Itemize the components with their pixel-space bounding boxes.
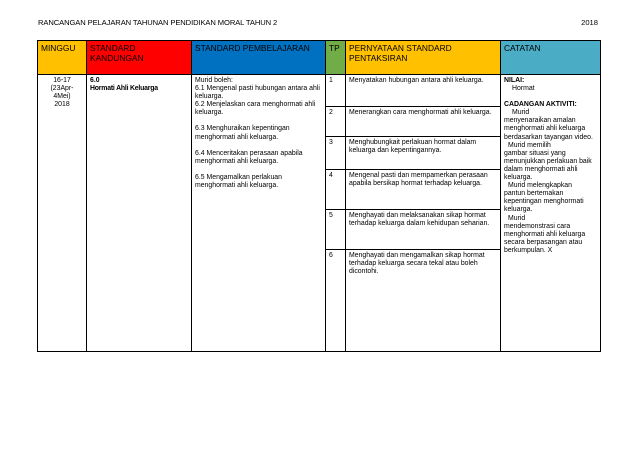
tp-level-4: 4 (326, 170, 346, 210)
nilai-label: NILAI: (504, 77, 525, 84)
tp-level-5: 5 (326, 210, 346, 250)
activity-3-lead: Murid melengkapkan (508, 182, 572, 190)
header-minggu: MINGGU (38, 41, 87, 75)
sp-item-6-3: 6.3 Menghuraikan kepentingan menghormati ahli keluarga. (195, 125, 290, 141)
activity-4-lead: Murid (508, 214, 526, 222)
ps-level-1: Menyatakan hubungan antara ahli keluarga. (346, 75, 501, 107)
tp-level-3: 3 (326, 137, 346, 170)
week-range-start: (23Apr- (50, 85, 74, 93)
activity-1: menyenaraikan amalan menghormati ahli keluarga berdasarkan tayangan video. (504, 117, 593, 141)
ps-level-6: Menghayati dan mengamalkan sikap hormat terhadap keluarga secara tekal atau boleh dicontohi. (346, 250, 501, 352)
catatan-cell (501, 75, 601, 352)
table-row (38, 75, 601, 107)
week-year: 2018 (54, 101, 70, 109)
sp-item-6-1: 6.1 Mengenal pasti hubungan antara ahli keluarga. (195, 85, 320, 101)
standard-kandungan-cell (87, 75, 192, 352)
header-catatan: CATATAN (501, 41, 601, 75)
sp-item-6-2: 6.2 Menjelaskan cara menghormati ahli keluarga. (195, 101, 316, 117)
tp-level-1: 1 (326, 75, 346, 107)
sp-item-6-5: 6.5 Mengamalkan perlakuan menghormati ahli keluarga. (195, 173, 282, 189)
sk-title: Hormati Ahli Keluarga (90, 85, 158, 93)
header-pernyataan-standard: PERNYATAAN STANDARD PENTAKSIRAN (346, 41, 501, 75)
header-standard-pembelajaran: STANDARD PEMBELAJARAN (192, 41, 326, 75)
sp-item-6-4: 6.4 Menceritakan perasaan apabila menghormati ahli keluarga. (195, 149, 303, 165)
ps-level-3: Menghubungkait perlakuan hormat dalam keluarga dan kepentingannya. (346, 137, 501, 170)
lesson-plan-table (37, 40, 601, 352)
table-header-row (38, 41, 601, 75)
week-cell (38, 75, 87, 352)
standard-pembelajaran-cell (192, 75, 326, 352)
cadangan-label: CADANGAN AKTIVITI: (504, 101, 577, 109)
activity-2: gambar situasi yang menunjukkan perlakuan baik dalam menghormati ahli keluarga. (504, 149, 592, 182)
ps-level-5: Menghayati dan melaksanakan sikap hormat terhadap keluarga dalam kehidupan seharian. (346, 210, 501, 250)
activity-1-lead: Murid (512, 109, 530, 117)
header-standard-kandungan: STANDARD KANDUNGAN (87, 41, 192, 75)
ps-level-2: Menerangkan cara menghormati ahli keluarga. (346, 107, 501, 137)
activity-3: pantun bertemakan kepentingan menghormati keluarga. (504, 190, 584, 214)
document-year: 2018 (581, 18, 598, 27)
ps-level-4: Mengenal pasti dan mempamerkan perasaan apabila bersikap hormat terhadap keluarga. (346, 170, 501, 210)
sk-code: 6.0 (90, 77, 100, 84)
week-range-end: 4Mei) (53, 93, 71, 101)
week-number: 16-17 (53, 77, 71, 84)
tp-level-2: 2 (326, 107, 346, 137)
tp-level-6: 6 (326, 250, 346, 352)
document-title: RANCANGAN PELAJARAN TAHUNAN PENDIDIKAN MORAL TAHUN 2 (38, 18, 278, 27)
activity-4: mendemonstrasi cara menghormati ahli keluarga secara berpasangan atau berkumpulan. X (504, 222, 586, 254)
activity-2-lead: Murid memilih (508, 141, 551, 149)
header-tp: TP (326, 41, 346, 75)
nilai-value: Hormat (512, 85, 535, 93)
sp-intro: Murid boleh: (195, 77, 233, 84)
